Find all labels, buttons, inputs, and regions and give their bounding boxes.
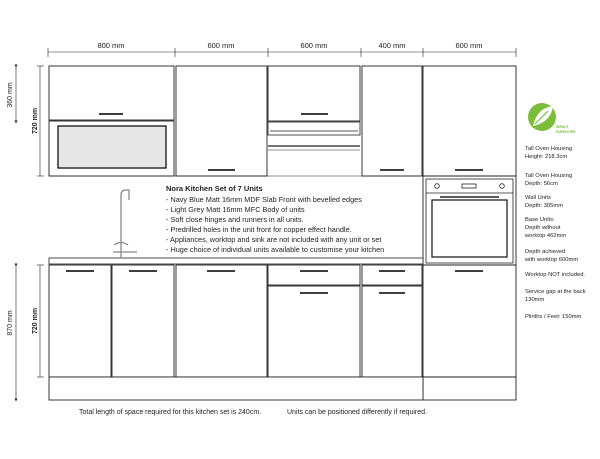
info-line: Tall Oven Housing (525, 146, 573, 152)
brand-logo (528, 103, 576, 134)
base-units (49, 265, 422, 377)
description-line: - Light Grey Matt 16mm MFC Body of units (166, 205, 305, 214)
info-line: Plinths / Feet: 150mm (525, 314, 582, 320)
width-label-4: 400 mm (378, 41, 406, 50)
brand-line2: FURNITURE (556, 130, 576, 134)
wall-units (49, 66, 422, 176)
width-label-3: 600 mm (300, 41, 328, 50)
description-line: - Predrilled holes in the unit front for copper effect handle. (166, 225, 352, 234)
info-line: with worktop 600mm (525, 257, 579, 263)
info-line: worktop 462mm (525, 233, 567, 239)
description-title: Nora Kitchen Set of 7 Units (166, 184, 263, 193)
width-label-1: 800 mm (97, 41, 125, 50)
description-line: - Navy Blue Matt 16mm MDF Slab Front with bevelled edges (166, 195, 362, 204)
description-line: - Appliances, worktop and sink are not included with any unit or set (166, 235, 382, 244)
info-line: Height: 218.3cm (525, 154, 568, 160)
width-label-5: 600 mm (455, 41, 483, 50)
footer-total-length: Total length of space required for this kitchen set is 240cm. (79, 409, 262, 416)
brand-line1: IMPACT (556, 125, 569, 129)
height-label-wall: 720 mm (32, 107, 39, 135)
description-line: - Huge choice of individual units available to customise your kitchen (166, 245, 385, 254)
info-line: Base Units: (525, 217, 555, 223)
info-line: Worktop NOT included. (525, 272, 586, 278)
tap-icon (113, 190, 137, 258)
width-label-2: 600 mm (207, 41, 235, 50)
height-label-base: 720 mm (32, 307, 39, 335)
info-line: Tall Oven Housing (525, 173, 573, 179)
info-line: 130mm (525, 297, 545, 303)
height-dimensions (16, 66, 44, 400)
footer-positioning-note: Units can be positioned differently if required. (287, 409, 427, 416)
info-line: Depth achieved (525, 249, 566, 255)
extractor-hood (268, 122, 360, 150)
height-label-total: 870 mm (7, 310, 14, 336)
info-line: Depth: 305mm (525, 203, 564, 209)
description-line: - Soft close hinges and runners in all units. (166, 215, 304, 224)
info-line: Service gap at the back (525, 289, 586, 295)
height-label-top: 360 mm (7, 82, 14, 108)
info-line: Depth without (525, 225, 561, 231)
info-line: Depth: 56cm (525, 181, 558, 187)
oven (426, 179, 513, 263)
plinth (49, 377, 423, 400)
info-line: Wall Units (525, 195, 551, 201)
